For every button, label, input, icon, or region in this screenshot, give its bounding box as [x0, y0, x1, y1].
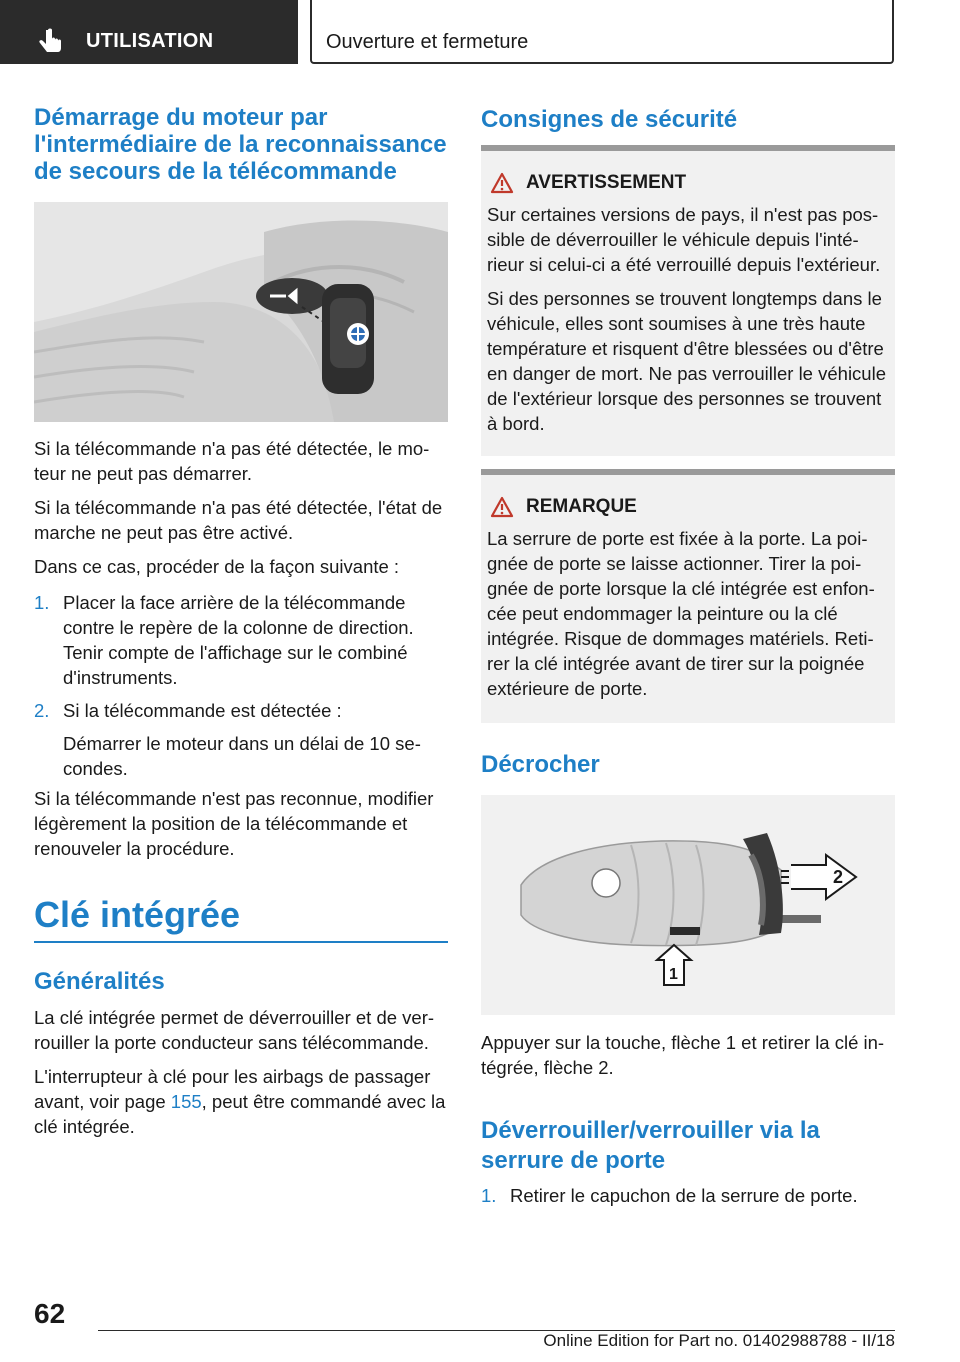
general-text	[34, 1005, 448, 1148]
notice-title	[490, 496, 895, 518]
page-number: 62	[34, 1298, 66, 1329]
heading-general: Généralités	[34, 968, 165, 995]
warning-triangle-icon	[490, 496, 514, 518]
notice-body	[487, 526, 889, 701]
list-number: 1.	[481, 1185, 497, 1206]
hand-pointer-icon	[36, 27, 66, 57]
paragraph: Si la télécommande n'a pas été détectée, l'état de marche ne peut pas être activé.	[34, 497, 443, 543]
paragraph: Dans ce cas, procéder de la façon suivante :	[34, 556, 400, 577]
heading-integrated-key: Clé intégrée	[34, 894, 241, 935]
page-link[interactable]: 155	[170, 1091, 202, 1112]
paragraph: Sur certaines versions de pays, il n'est pas pos-sible de déverrouiller le véhicule depuis l'inté-rieur si celui-ci a été verrouillé depuis l'extérieur.	[487, 204, 881, 275]
emergency-start-steps	[34, 590, 448, 789]
notice-title-text: REMARQUE	[526, 496, 637, 517]
left-intro-text	[34, 436, 448, 588]
paragraph: Si des personnes se trouvent longtemps dans le véhicule, elles sont soumises à une très haute température et risquent d'être blessées ou d'être en danger de mort. Ne pas verrouiller le véhicule de l'extérieur lorsque des personnes se trouvent à bord.	[487, 288, 886, 434]
arrow-label: 1	[669, 966, 678, 983]
notice-box	[481, 475, 895, 723]
paragraph: Appuyer sur la touche, flèche 1 et retirer la clé in-tégrée, flèche 2.	[481, 1032, 885, 1078]
list-item	[481, 1183, 895, 1208]
arrow-label: 2	[833, 867, 844, 887]
paragraph-with-link	[34, 1064, 448, 1139]
list-number: 2.	[34, 700, 50, 721]
list-number: 1.	[34, 592, 50, 613]
list-text: Retirer le capuchon de la serrure de porte.	[510, 1185, 858, 1206]
door-lock-steps	[481, 1183, 895, 1216]
warning-triangle-icon	[490, 172, 514, 194]
text: L'interrupteur à clé pour les airbags de passager avant, voir page	[34, 1066, 431, 1112]
steering-column-remote-key-image	[34, 202, 448, 422]
paragraph: La clé intégrée permet de déverrouiller et de ver-rouiller la porte conducteur sans télécommande.	[34, 1007, 435, 1053]
header-section-label: UTILISATION	[86, 30, 214, 52]
list-item	[34, 698, 448, 781]
heading-emergency-start: Démarrage du moteur par l'intermédiaire de la reconnaissance de secours de la télécommande	[34, 104, 447, 185]
text: , peut être commandé avec la clé intégrée.	[34, 1091, 446, 1137]
heading-safety: Consignes de sécurité	[481, 106, 738, 133]
list-text: Placer la face arrière de la télécommande contre le repère de la colonne de direction. Tenir compte de l'affichage sur le combiné d'instruments.	[63, 592, 414, 688]
heading-unhook: Décrocher	[481, 751, 600, 778]
heading-underline	[34, 941, 448, 943]
warning-title-text: AVERTISSEMENT	[526, 172, 687, 193]
paragraph: Si la télécommande n'est pas reconnue, modifier légèrement la position de la télécommande et renouveler la procédure.	[34, 788, 434, 859]
list-item	[34, 590, 448, 690]
list-text: Si la télécommande est détectée :	[63, 700, 342, 721]
warning-body	[487, 202, 889, 436]
warning-title	[490, 172, 895, 194]
warning-box	[481, 151, 895, 456]
heading-door-lock: Déverrouiller/verrouiller via la serrure de porte	[481, 1117, 820, 1174]
footer-edition: Online Edition for Part no. 01402988788 - II/18	[543, 1331, 895, 1350]
integrated-key-removal-image	[481, 795, 895, 1015]
list-subtext: Démarrer le moteur dans un délai de 10 se-condes.	[63, 733, 421, 779]
header-title: Ouverture et fermeture	[326, 31, 529, 53]
paragraph: La serrure de porte est fixée à la porte. La poi-gnée de porte se laisse actionner. Tirer la poi-gnée de porte lorsque la clé intégrée est enfon-cée peut endommager la peinture ou la clé intégrée. Risque de dommages matériels. Reti-rer la clé intégrée avant de tirer sur la poignée extérieure de porte.	[487, 528, 875, 699]
paragraph: Si la télécommande n'a pas été détectée, le mo-teur ne peut pas démarrer.	[34, 438, 430, 484]
